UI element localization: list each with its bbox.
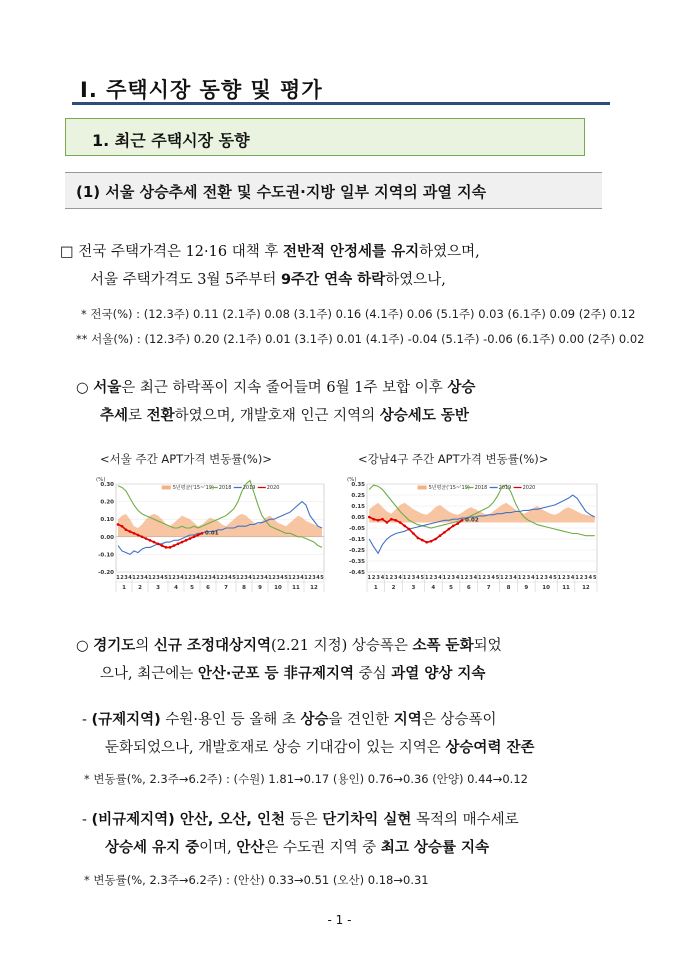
footnote-regulated: * 변동률(%, 2.3주→6.2주) : (수원) 1.81→0.17 (용인) 0.76→0.36 (안양) 0.44→0.12: [84, 772, 528, 786]
text: 중심: [354, 666, 392, 682]
text: 둔화되었으나, 개발호재로 상승 기대감이 있는 지역은: [105, 740, 446, 756]
x-week-tick: 3: [394, 575, 398, 581]
x-week-tick: 4: [128, 575, 132, 581]
series-2020-point: [129, 530, 132, 533]
x-week-tick: 1: [557, 575, 562, 581]
x-week-tick: 3: [260, 575, 264, 581]
x-month-label: 2: [138, 585, 142, 591]
series-2020-point: [417, 537, 420, 540]
x-week-tick: 4: [588, 575, 593, 581]
series-2020-point: [125, 528, 128, 531]
text: 수원·용인 등 올해 초: [160, 712, 301, 728]
x-week-tick: 1: [116, 575, 120, 581]
series-2020-point: [133, 532, 136, 535]
x-week-tick: 5: [164, 575, 168, 581]
x-month-label: 11: [292, 585, 300, 591]
series-2020-point: [117, 523, 120, 526]
x-week-tick: 2: [220, 575, 224, 581]
section-heading: 1. 최근 주택시장 동향: [92, 131, 250, 150]
y-tick-label: 0.20: [100, 499, 114, 506]
x-week-tick: 2: [579, 575, 584, 581]
x-week-tick: 3: [376, 575, 380, 581]
x-week-tick: 1: [575, 575, 579, 581]
emphasis: 추세: [100, 408, 129, 424]
emphasis: 전반적 안정세를 유지: [282, 244, 420, 260]
x-week-tick: 3: [176, 575, 180, 581]
emphasis: 신규 조정대상지역: [153, 638, 272, 654]
x-week-tick: 1: [424, 575, 429, 581]
x-week-tick: 2: [407, 575, 411, 581]
series-2020-point: [399, 521, 402, 524]
text: ○: [76, 638, 94, 654]
x-week-tick: 5: [420, 575, 425, 581]
bullet4-line2: [105, 736, 535, 757]
text: ○: [76, 380, 94, 396]
series-2020-point: [141, 536, 144, 539]
x-week-tick: 1: [517, 575, 522, 581]
text: 하였으며, 개발호재 인근 지역의: [174, 408, 380, 424]
emphasis: 안산: [236, 840, 265, 856]
x-week-tick: 5: [284, 575, 288, 581]
x-week-tick: 1: [148, 575, 152, 581]
x-week-tick: 2: [204, 575, 208, 581]
x-week-tick: 1: [200, 575, 204, 581]
x-week-tick: 4: [196, 575, 200, 581]
x-month-label: 6: [206, 585, 210, 591]
y-tick-label: -0.05: [349, 526, 365, 532]
series-2020-point: [145, 537, 148, 540]
x-week-tick: 1: [268, 575, 272, 581]
x-week-tick: 4: [180, 575, 184, 581]
series-2020-point: [443, 531, 446, 534]
x-week-tick: 4: [264, 575, 268, 581]
x-month-label: 7: [224, 585, 228, 591]
x-week-tick: 2: [464, 575, 469, 581]
series-2020-point: [153, 541, 156, 544]
x-week-tick: 4: [300, 575, 304, 581]
x-week-tick: 5: [593, 575, 597, 581]
bullet2-line2: [100, 404, 469, 425]
x-week-tick: 1: [442, 575, 447, 581]
emphasis: 서울: [93, 380, 122, 396]
x-week-tick: 2: [240, 575, 244, 581]
x-week-tick: 2: [539, 575, 544, 581]
x-month-label: 3: [156, 585, 160, 591]
emphasis: 상승: [300, 712, 329, 728]
text: 하였으나,: [385, 272, 446, 288]
text: 하였으며,: [419, 244, 480, 260]
y-tick-label: 0.30: [100, 482, 114, 488]
x-week-tick: 3: [566, 575, 570, 581]
footnote-seoul: ** 서울(%) : (12.3주) 0.20 (2.1주) 0.01 (3.1주) 0.01 (4.1주) -0.04 (5.1주) -0.06 (6.1주) 0.00 (2주) 0.02: [76, 332, 645, 346]
x-week-tick: 3: [140, 575, 144, 581]
x-week-tick: 3: [124, 575, 128, 581]
x-month-label: 12: [310, 585, 318, 591]
x-week-tick: 1: [385, 575, 389, 581]
y-tick-label: 0.15: [351, 504, 365, 510]
x-week-tick: 2: [562, 575, 566, 581]
bullet4-line1: [82, 708, 496, 729]
x-week-tick: 3: [433, 575, 438, 581]
bullet5-line1: [82, 808, 519, 829]
series-2020-point: [386, 521, 389, 524]
y-tick-label: -0.25: [349, 548, 365, 554]
x-week-tick: 3: [469, 575, 473, 581]
series-2020-point: [412, 532, 415, 535]
series-2020-point: [381, 518, 384, 521]
emphasis: 경기도: [93, 638, 136, 654]
x-week-tick: 2: [152, 575, 156, 581]
text: 등은: [285, 812, 323, 828]
legend-label-average: 5년평균('15~'19): [428, 485, 470, 491]
emphasis: 9주간 연속 하락: [280, 272, 386, 288]
x-week-tick: 4: [455, 575, 460, 581]
x-week-tick: 3: [584, 575, 588, 581]
x-week-tick: 3: [156, 575, 160, 581]
title-underline: [72, 102, 610, 105]
series-2020-point: [173, 544, 176, 547]
series-2020-point: [448, 528, 451, 531]
x-week-tick: 4: [380, 575, 385, 581]
emphasis: 전환: [146, 408, 175, 424]
legend-label-average: 5년평균('15~'19): [172, 485, 215, 491]
x-week-tick: 3: [312, 575, 316, 581]
right-chart-title: <강남4구 주간 APT가격 변동률(%)>: [358, 452, 549, 466]
x-month-label: 9: [524, 585, 529, 591]
x-week-tick: 3: [451, 575, 455, 581]
text: 목적의 매수세로: [411, 812, 519, 828]
emphasis: 상승세도 동반: [379, 408, 469, 424]
bullet5-line2: [105, 836, 489, 857]
text: 이며,: [199, 840, 237, 856]
series-2020-point: [439, 534, 442, 537]
text: □ 전국 주택가격은 12·16 대책 후: [60, 244, 283, 260]
series-2020-point: [157, 543, 160, 546]
x-week-tick: 2: [256, 575, 260, 581]
x-week-tick: 1: [236, 575, 240, 581]
emphasis: 지역: [393, 712, 422, 728]
text: (2.21 지정) 상승폭은: [271, 638, 413, 654]
x-week-tick: 2: [172, 575, 176, 581]
emphasis: (규제지역): [91, 712, 161, 728]
x-week-tick: 3: [296, 575, 300, 581]
emphasis: 소폭 둔화: [412, 638, 474, 654]
y-tick-label: 0.10: [100, 517, 114, 524]
emphasis: 과열 양상 지속: [391, 666, 486, 682]
text: 은 수도권 지역 중: [264, 840, 381, 856]
x-week-tick: 4: [548, 575, 553, 581]
series-2020-point: [368, 516, 371, 519]
x-month-label: 9: [258, 585, 262, 591]
x-month-label: 1: [373, 585, 378, 591]
x-week-tick: 3: [224, 575, 228, 581]
series-2020-point: [390, 518, 393, 521]
series-2020-point: [372, 518, 375, 521]
x-month-label: 1: [122, 585, 126, 591]
x-month-label: 4: [431, 585, 436, 591]
x-week-tick: 1: [402, 575, 407, 581]
x-week-tick: 1: [500, 575, 504, 581]
legend-swatch-average: [418, 486, 427, 490]
x-week-tick: 2: [504, 575, 509, 581]
y-tick-label: -0.35: [349, 559, 365, 565]
legend-label-year: 2019: [242, 485, 256, 491]
footnote-nonregulated: * 변동률(%, 2.3주→6.2주) : (안산) 0.33→0.51 (오산) 0.18→0.31: [84, 873, 429, 887]
x-week-tick: 2: [136, 575, 140, 581]
x-week-tick: 3: [544, 575, 548, 581]
gangnam-chart: [345, 474, 601, 598]
series-2020-point: [193, 536, 196, 539]
bullet1-line2: [90, 268, 446, 289]
text: 의: [135, 638, 154, 654]
left-chart-title: <서울 주간 APT가격 변동률(%)>: [100, 452, 272, 466]
x-week-tick: 3: [192, 575, 196, 581]
x-week-tick: 3: [526, 575, 531, 581]
x-week-tick: 1: [184, 575, 188, 581]
emphasis: 단기차익 실현: [322, 812, 412, 828]
series-2020-point: [377, 519, 380, 522]
series-2020-point: [403, 525, 406, 528]
emphasis: 상승세 유지 중: [105, 840, 200, 856]
x-week-tick: 1: [304, 575, 308, 581]
x-month-label: 7: [486, 585, 491, 591]
x-month-label: 10: [274, 585, 282, 591]
bullet3-line2: [100, 662, 485, 683]
x-week-tick: 5: [553, 575, 557, 581]
x-week-tick: 4: [316, 575, 320, 581]
x-week-tick: 2: [447, 575, 451, 581]
y-unit-label: (%): [347, 477, 357, 483]
x-week-tick: 2: [272, 575, 276, 581]
y-tick-label: 0.35: [351, 482, 365, 488]
y-tick-label: -0.10: [98, 552, 114, 559]
x-week-tick: 3: [208, 575, 212, 581]
series-2020-point: [121, 525, 124, 528]
series-2020-point: [197, 534, 200, 537]
legend-swatch-average: [162, 486, 171, 490]
series-2020-point: [394, 519, 397, 522]
legend-label-year: 2020: [522, 485, 536, 491]
emphasis: 상승: [447, 380, 476, 396]
emphasis: (비규제지역) 안산, 오산, 인천: [91, 812, 286, 828]
series-2020-point: [189, 537, 192, 540]
x-week-tick: 3: [509, 575, 513, 581]
x-month-label: 12: [582, 585, 590, 591]
x-week-tick: 4: [228, 575, 232, 581]
footnote-national: * 전국(%) : (12.3주) 0.11 (2.1주) 0.08 (3.1주) 0.16 (4.1주) 0.06 (5.1주) 0.03 (6.1주) 0.09 (2주) 0.12: [81, 307, 636, 321]
y-tick-label: -0.45: [349, 570, 365, 576]
x-month-label: 2: [391, 585, 396, 591]
emphasis: 최고 상승률 지속: [380, 840, 490, 856]
x-week-tick: 4: [491, 575, 495, 581]
text: 을 견인한: [328, 712, 394, 728]
text: 되었: [473, 638, 502, 654]
legend-label-year: 2018: [474, 485, 488, 491]
series-2020-point: [425, 541, 428, 544]
legend-label-year: 2018: [218, 485, 232, 491]
series-2020-point: [456, 522, 459, 525]
x-week-tick: 1: [216, 575, 220, 581]
text: -: [82, 812, 92, 828]
x-week-tick: 4: [212, 575, 216, 581]
x-week-tick: 1: [367, 575, 371, 581]
y-tick-label: 0.05: [351, 515, 365, 521]
series-2020-point: [169, 546, 172, 549]
bullet2-line1: [76, 376, 475, 397]
series-2020-point: [434, 538, 437, 541]
x-week-tick: 2: [292, 575, 296, 581]
x-month-label: 5: [449, 585, 453, 591]
bullet1-line1: [60, 240, 480, 261]
bullet3-line1: [76, 634, 502, 655]
subsection-heading: (1) 서울 상승추세 전환 및 수도권·지방 일부 지역의 과열 지속: [76, 183, 487, 201]
page-number: - 1 -: [327, 913, 352, 927]
series-2020-point: [181, 541, 184, 544]
series-2020-point: [408, 528, 411, 531]
x-month-label: 3: [411, 585, 416, 591]
x-month-label: 6: [466, 585, 471, 591]
x-week-tick: 1: [252, 575, 256, 581]
x-week-tick: 4: [473, 575, 478, 581]
series-2020-point: [149, 539, 152, 542]
x-week-tick: 3: [411, 575, 416, 581]
x-week-tick: 2: [429, 575, 433, 581]
y-tick-label: -0.15: [349, 537, 365, 543]
text: 로: [128, 408, 147, 424]
x-month-label: 4: [174, 585, 178, 591]
x-week-tick: 4: [160, 575, 164, 581]
text: 은 상승폭이: [421, 712, 497, 728]
emphasis: 안산·군포 등 非규제지역: [197, 666, 355, 682]
x-week-tick: 1: [460, 575, 464, 581]
x-month-label: 8: [242, 585, 246, 591]
x-week-tick: 2: [482, 575, 486, 581]
y-tick-label: 0.25: [351, 493, 365, 499]
series-2020-point: [161, 544, 164, 547]
x-week-tick: 1: [535, 575, 540, 581]
data-label-latest: 0.01: [205, 530, 219, 537]
x-week-tick: 4: [570, 575, 575, 581]
x-week-tick: 4: [398, 575, 402, 581]
text: -: [82, 712, 92, 728]
emphasis: 상승여력 잔존: [445, 740, 535, 756]
seoul-chart: [94, 474, 328, 598]
x-week-tick: 4: [280, 575, 284, 581]
series-2020-point: [137, 534, 140, 537]
x-week-tick: 1: [288, 575, 292, 581]
x-month-label: 10: [542, 585, 550, 591]
page-title: Ⅰ. 주택시장 동향 및 평가: [80, 78, 323, 102]
x-week-tick: 2: [522, 575, 526, 581]
legend-label-year: 2020: [266, 485, 280, 491]
series-2020-point: [185, 539, 188, 542]
text: 은 최근 하락폭이 지속 줄어들며 6월 1주 보합 이후: [121, 380, 448, 396]
x-month-label: 8: [506, 585, 511, 591]
x-week-tick: 1: [132, 575, 136, 581]
series-2020-point: [421, 539, 424, 542]
x-week-tick: 4: [531, 575, 535, 581]
x-week-tick: 4: [248, 575, 252, 581]
x-month-label: 11: [562, 585, 570, 591]
text: 서울 주택가격도 3월 5주부터: [90, 272, 281, 288]
y-unit-label: (%): [96, 477, 106, 483]
text: 으나, 최근에는: [100, 666, 198, 682]
data-label-latest: 0.02: [465, 517, 479, 524]
x-week-tick: 1: [168, 575, 172, 581]
series-2020-point: [430, 540, 433, 543]
x-month-label: 5: [190, 585, 194, 591]
series-2020-point: [177, 543, 180, 546]
series-2020-point: [452, 525, 455, 528]
x-week-tick: 2: [389, 575, 394, 581]
series-2020-point: [461, 519, 464, 522]
x-week-tick: 2: [188, 575, 192, 581]
x-week-tick: 5: [232, 575, 236, 581]
y-tick-label: -0.20: [98, 570, 114, 576]
legend-label-year: 2019: [498, 485, 512, 491]
x-week-tick: 4: [416, 575, 420, 581]
x-week-tick: 3: [244, 575, 248, 581]
x-week-tick: 1: [478, 575, 482, 581]
y-tick-label: 0.00: [100, 534, 114, 541]
x-week-tick: 3: [486, 575, 491, 581]
x-week-tick: 3: [276, 575, 280, 581]
x-week-tick: 4: [438, 575, 442, 581]
x-week-tick: 4: [144, 575, 148, 581]
x-week-tick: 2: [308, 575, 312, 581]
x-week-tick: 2: [120, 575, 124, 581]
series-2020-point: [201, 532, 204, 535]
x-week-tick: 2: [371, 575, 376, 581]
x-week-tick: 5: [320, 575, 324, 581]
x-week-tick: 5: [495, 575, 500, 581]
series-2020-point: [165, 546, 168, 549]
x-week-tick: 4: [513, 575, 517, 581]
